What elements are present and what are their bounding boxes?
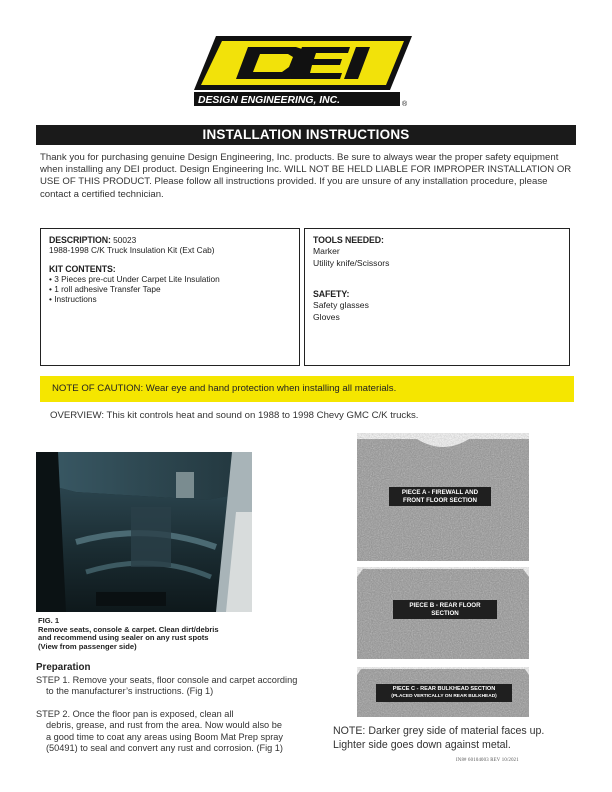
tools-safety-box bbox=[304, 228, 570, 366]
caption-line: (View from passenger side) bbox=[38, 641, 137, 651]
page-title: INSTALLATION INSTRUCTIONS bbox=[36, 125, 576, 145]
step-line: STEP 1. Remove your seats, floor console and carpet according bbox=[36, 675, 298, 685]
piece-b-label bbox=[393, 600, 497, 619]
kit-item: • 3 Pieces pre-cut Under Carpet Lite Insulation bbox=[49, 274, 220, 284]
safety-item: Safety glasses bbox=[313, 300, 369, 310]
kit-item: • 1 roll adhesive Transfer Tape bbox=[49, 284, 161, 294]
step-line: (50491) to seal and convert any rust and corrosion. (Fig 1) bbox=[46, 743, 283, 754]
tool-item: Marker bbox=[313, 246, 340, 256]
description-label: DESCRIPTION: bbox=[49, 235, 111, 245]
figure-label: FIG. 1 bbox=[38, 616, 60, 625]
safety-item: Gloves bbox=[313, 312, 340, 322]
caution-banner: NOTE OF CAUTION: Wear eye and hand protection when installing all materials. bbox=[40, 376, 574, 402]
piece-c-label-sub: (PLACED VERTICALLY ON REAR BULKHEAD) bbox=[391, 694, 497, 699]
logo-company-text: DESIGN ENGINEERING, INC. bbox=[198, 95, 341, 106]
step-1 bbox=[36, 675, 322, 698]
figure-caption bbox=[38, 617, 278, 651]
description-text: 1988-1998 C/K Truck Insulation Kit (Ext Cab) bbox=[49, 245, 215, 255]
truck-floor-photo bbox=[36, 452, 252, 612]
dei-logo-graphic bbox=[192, 34, 414, 108]
dei-logo bbox=[192, 34, 414, 108]
piece-c-label bbox=[376, 684, 512, 702]
piece-a-image bbox=[357, 433, 529, 561]
caption-line: and recommend using sealer on any rust spots bbox=[38, 633, 209, 643]
piece-a-label bbox=[389, 487, 491, 506]
material-note: NOTE: Darker grey side of material faces up. Lighter side goes down against metal. bbox=[333, 725, 545, 751]
step-line: debris, grease, and rust from the area. Now would also be bbox=[46, 720, 282, 731]
caption-line: Remove seats, console & carpet. Clean dirt/debris bbox=[38, 624, 219, 634]
intro-paragraph: Thank you for purchasing genuine Design Engineering, Inc. products. Be sure to always wear the proper safety equipment when installing any DEI product. Design Engineering Inc. WILL NOT BE HELD LIABLE FOR IMPROPER INSTALLATION OR USE OF THIS PRODUCT. Please follow all instructions provided. If you are unsure of any installation procedure, please contact a certified technician. bbox=[40, 152, 572, 200]
description-box bbox=[40, 228, 300, 366]
preparation-heading: Preparation bbox=[36, 662, 91, 673]
kit-item: • Instructions bbox=[49, 294, 97, 304]
piece-b-label-line: PIECE B - REAR FLOOR bbox=[409, 602, 481, 609]
tools-label: TOOLS NEEDED: bbox=[313, 235, 384, 245]
step-line: a good time to coat any areas using Boom Mat Prep spray bbox=[46, 731, 283, 742]
piece-c-label-line: PIECE C - REAR BULKHEAD SECTION bbox=[392, 686, 496, 692]
kit-contents-label: KIT CONTENTS: bbox=[49, 264, 116, 274]
piece-b-label-line: SECTION bbox=[431, 609, 459, 617]
overview-text: OVERVIEW: This kit controls heat and sound on 1988 to 1998 Chevy GMC C/K trucks. bbox=[50, 410, 419, 421]
piece-c-image bbox=[357, 667, 529, 717]
part-number: 50023 bbox=[113, 235, 137, 245]
piece-a-label-line: PIECE A - FIREWALL AND bbox=[401, 489, 479, 496]
document-number: IN8# 60104003 REV 10/2021 bbox=[456, 758, 519, 763]
piece-b-image bbox=[357, 567, 529, 659]
step-2 bbox=[36, 709, 322, 755]
step-line: STEP 2. Once the floor pan is exposed, clean all bbox=[36, 709, 234, 719]
step-line: to the manufacturer’s instructions. (Fig 1) bbox=[46, 686, 214, 697]
registered-mark: ® bbox=[402, 101, 408, 108]
tool-item: Utility knife/Scissors bbox=[313, 258, 390, 268]
piece-a-label-line: FRONT FLOOR SECTION bbox=[403, 496, 477, 504]
safety-label: SAFETY: bbox=[313, 289, 350, 299]
